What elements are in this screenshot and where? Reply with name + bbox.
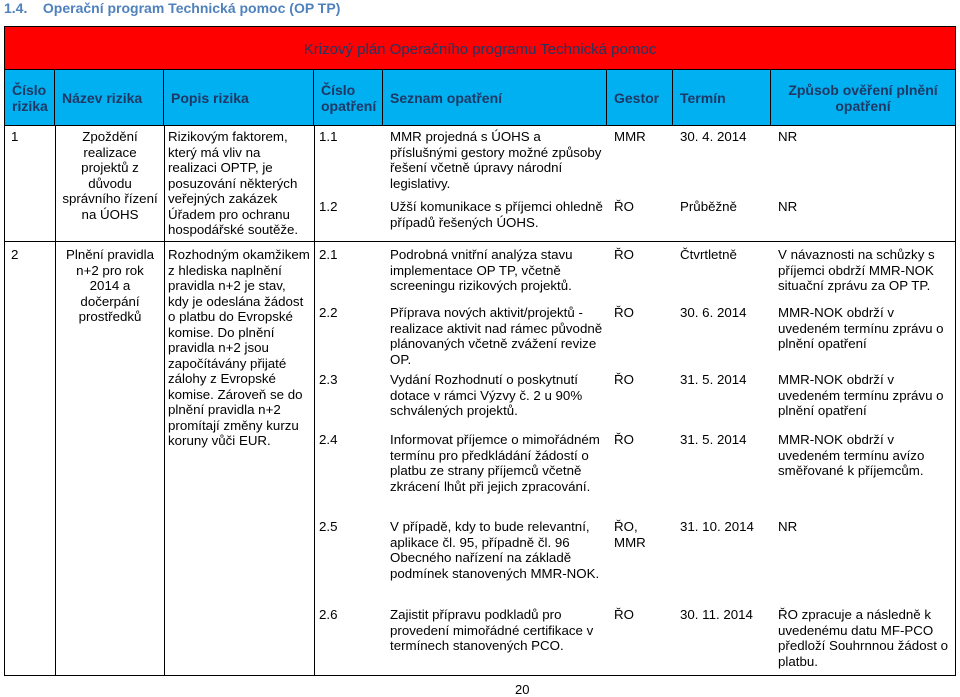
plan-title: Krizový plán Operačního programu Technická pomoc [4, 26, 956, 70]
header-zpusob-overeni: Způsob ověření plnění opatření [771, 69, 956, 126]
measure-verification: NR [778, 199, 798, 214]
measure-termin: 30. 6. 2014 [680, 305, 747, 320]
column-divider [164, 126, 165, 676]
section-heading [4, 0, 340, 16]
risk-name: Zpoždění realizace projektů z důvodu správního řízení na ÚOHS [62, 129, 158, 222]
measure-text: Informovat příjemce o mimořádném termínu pro předkládání žádostí o platbu ze strany příjemců včetně zkrácení lhůt při jejich zpracování. [390, 432, 600, 494]
measure-verification: ŘO zpracuje a následně k uvedenému datu MF-PCO předloží Souhrnnou žádost o platbu. [778, 607, 949, 669]
measure-termin: 31. 5. 2014 [680, 372, 747, 387]
page-number: 20 [515, 682, 530, 697]
measure-text: Vydání Rozhodnutí o poskytnutí dotace v rámci Výzvy č. 2 u 90% schválených projektů. [390, 372, 583, 418]
risk-description: Rizikovým faktorem, který má vliv na realizaci OPTP, je posuzování některých veřejných zakázek Úřadem pro ochranu hospodářské soutěže. [168, 129, 299, 237]
measure-number: 2.3 [319, 372, 338, 387]
measure-number: 2.4 [319, 432, 338, 447]
measure-text: Podrobná vnitřní analýza stavu implementace OP TP, včetně screeningu rizikových projektů. [390, 247, 573, 293]
header-cislo-opatreni: Číslo opatření [314, 69, 383, 126]
measure-text: Zajistit přípravu podkladů pro provedení mimořádné certifikace v termínech stanovených PCO. [390, 607, 594, 653]
column-divider [55, 126, 56, 676]
measure-gestor: MMR [614, 129, 646, 144]
measure-verification: NR [778, 129, 798, 144]
measure-termin: 30. 11. 2014 [680, 607, 753, 622]
measure-termin: 30. 4. 2014 [680, 129, 747, 144]
measure-gestor: ŘO [614, 372, 634, 387]
risk-number: 1 [11, 129, 19, 144]
section-title: Operační program Technická pomoc (OP TP) [42, 0, 341, 16]
measure-verification: MMR-NOK obdrží v uvedeném termínu avízo směřované k příjemcům. [778, 432, 925, 478]
measure-number: 2.6 [319, 607, 338, 622]
measure-verification: NR [778, 519, 798, 534]
measure-number: 2.1 [319, 247, 338, 262]
column-divider [314, 126, 315, 676]
row-divider [4, 241, 956, 242]
risk-name: Plnění pravidla n+2 pro rok 2014 a dočerpání prostředků [66, 247, 154, 324]
column-divider [4, 126, 5, 676]
measure-gestor: ŘO [614, 432, 634, 447]
column-divider [955, 126, 956, 676]
measure-verification: V návaznosti na schůzky s příjemci obdrží MMR-NOK situační zprávu za OP TP. [778, 247, 935, 293]
measure-verification: MMR-NOK obdrží v uvedeném termínu zprávu o plnění opatření [778, 305, 944, 351]
measure-gestor: ŘO, MMR [614, 519, 646, 550]
measure-gestor: ŘO [614, 607, 634, 622]
header-termin: Termín [673, 69, 771, 126]
header-popis-rizika: Popis rizika [164, 69, 314, 126]
header-seznam-opatreni: Seznam opatření [383, 69, 607, 126]
measure-text: Užší komunikace s příjemci ohledně případů řešených ÚOHS. [390, 199, 603, 230]
header-gestor: Gestor [607, 69, 673, 126]
measure-gestor: ŘO [614, 305, 634, 320]
risk-number: 2 [11, 247, 19, 262]
measure-number: 2.5 [319, 519, 338, 534]
measure-verification: MMR-NOK obdrží v uvedeném termínu zprávu o plnění opatření [778, 372, 944, 418]
measure-number: 1.1 [319, 129, 338, 144]
measure-termin: Průběžně [680, 199, 737, 214]
measure-text: V případě, kdy to bude relevantní, aplikace čl. 95, případně čl. 96 Obecného nařízení na základě podmínek stanovených MMR-NOK. [390, 519, 600, 581]
measure-gestor: ŘO [614, 247, 634, 262]
measure-number: 1.2 [319, 199, 338, 214]
header-cislo-rizika: Číslo rizika [4, 69, 55, 126]
measure-text: MMR projedná s ÚOHS a příslušnými gestory možné způsoby řešení včetně úpravy národní legislativy. [390, 129, 602, 191]
section-number: 1.4. [4, 0, 28, 16]
risk-description: Rozhodným okamžikem z hlediska naplnění pravidla n+2 je stav, kdy je odeslána žádost o platbu do Evropské komise. Do plnění pravidla n+2 jsou započítávány přijaté zálohy z Evropské komise. Zároveň se do plnění pravidla n+2 promítají změny kurzu koruny vůči EUR. [168, 247, 310, 448]
table-bottom-border [4, 675, 956, 676]
measure-termin: 31. 10. 2014 [680, 519, 754, 534]
measure-number: 2.2 [319, 305, 338, 320]
header-nazev-rizika: Název rizika [55, 69, 164, 126]
measure-gestor: ŘO [614, 199, 634, 214]
measure-termin: Čtvrtletně [680, 247, 737, 262]
measure-termin: 31. 5. 2014 [680, 432, 747, 447]
measure-text: Příprava nových aktivit/projektů - realizace aktivit nad rámec původně plánovaných včetně zvážení revize OP. [390, 305, 603, 367]
